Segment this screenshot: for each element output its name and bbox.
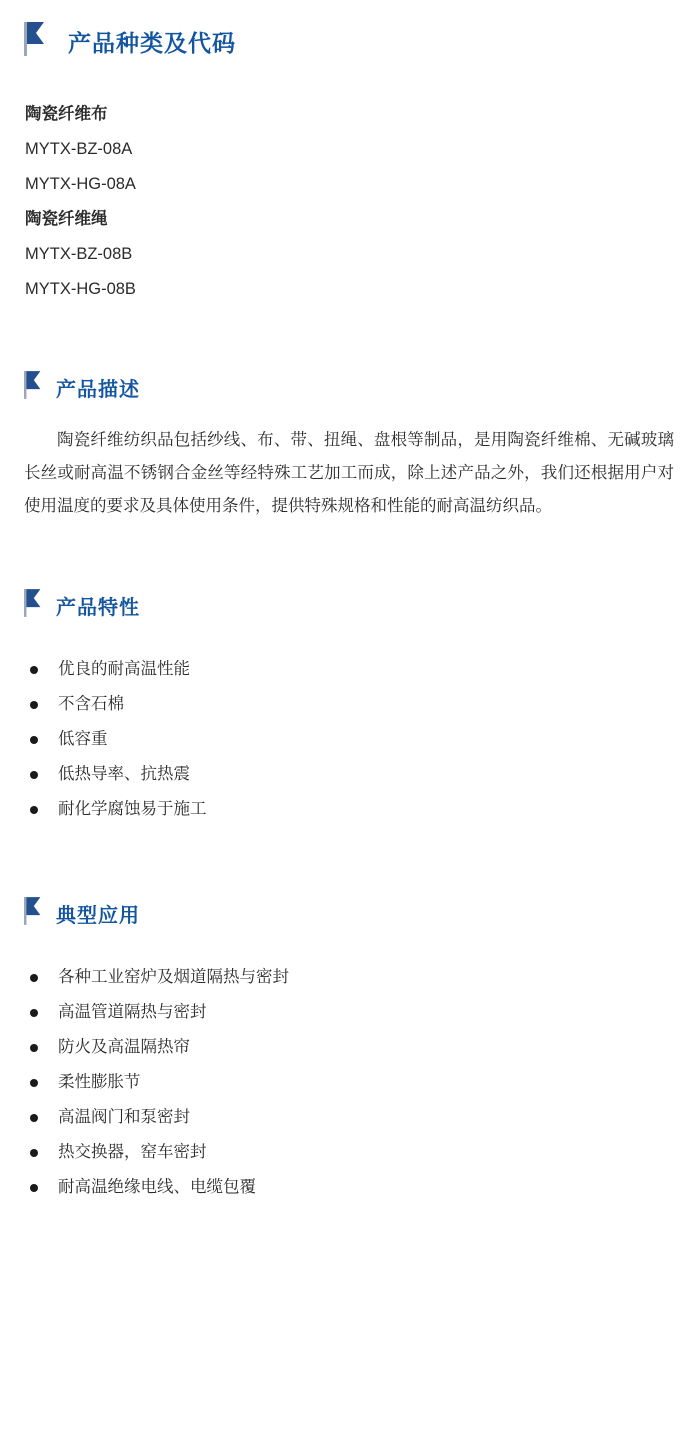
list-item: 柔性膨胀节 [24, 1065, 676, 1100]
spacer [24, 523, 676, 589]
list-item: 陶瓷纤维布 [25, 105, 108, 123]
description-block [24, 424, 676, 523]
list-item: 热交换器，窑车密封 [24, 1135, 676, 1170]
section-title-features: 产品特性 [56, 597, 140, 619]
list-item: 高温管道隔热与密封 [24, 995, 676, 1030]
product-code-list [25, 97, 676, 307]
flag-icon [24, 371, 42, 404]
description-paragraph: 陶瓷纤维纺织品包括纱线、布、带、扭绳、盘根等制品，是用陶瓷纤维棉、无碱玻璃长丝或耐高温不锈钢合金丝等经特殊工艺加工而成，除上述产品之外，我们还根据用户对使用温度的要求及具体使用条件，提供特殊规格和性能的耐高温纺织品。 [24, 431, 674, 515]
list-item: 不含石棉 [24, 687, 676, 722]
list-item: 低热导率、抗热震 [24, 757, 676, 792]
list-item: 高温阀门和泵密封 [24, 1100, 676, 1135]
flag-icon [24, 589, 42, 622]
section-header-features [24, 589, 676, 622]
features-list [24, 652, 676, 827]
list-item: MYTX-BZ-08A [25, 140, 133, 158]
list-item: 防火及高温隔热帘 [24, 1030, 676, 1065]
list-item: 各种工业窑炉及烟道隔热与密封 [24, 960, 676, 995]
list-item: 耐化学腐蚀易于施工 [24, 792, 676, 827]
section-title-types: 产品种类及代码 [68, 30, 236, 56]
list-item: MYTX-HG-08B [25, 280, 136, 298]
applications-list [24, 960, 676, 1205]
list-item: 优良的耐高温性能 [24, 652, 676, 687]
list-item: MYTX-HG-08A [25, 175, 136, 193]
section-header-applications [24, 897, 676, 930]
section-title-applications: 典型应用 [56, 905, 140, 927]
spacer [24, 827, 676, 897]
list-item: MYTX-BZ-08B [25, 245, 133, 263]
section-header-description [24, 371, 676, 404]
flag-icon [24, 22, 46, 61]
section-header-types [24, 0, 676, 61]
list-item: 陶瓷纤维绳 [25, 210, 108, 228]
list-item: 低容重 [24, 722, 676, 757]
list-item: 耐高温绝缘电线、电缆包覆 [24, 1170, 676, 1205]
spacer [24, 307, 676, 371]
section-title-description: 产品描述 [56, 379, 140, 401]
spacer [24, 1205, 676, 1305]
flag-icon [24, 897, 42, 930]
